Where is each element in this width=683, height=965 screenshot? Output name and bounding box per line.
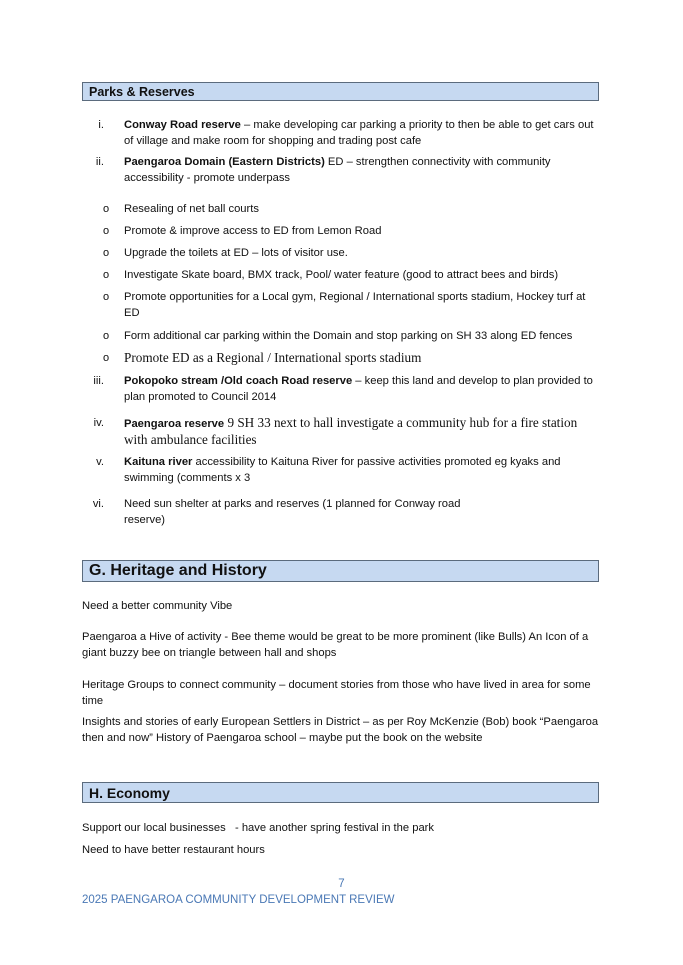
list-item-text	[124, 117, 600, 149]
heritage-history-header	[82, 560, 599, 582]
list-item-text	[124, 373, 600, 405]
economy-title: H. Economy	[89, 784, 170, 801]
bullet-marker: o	[102, 247, 110, 259]
list-item-bold: Pokopoko stream /Old coach Road reserve	[124, 375, 353, 387]
paragraph: Need to have better restaurant hours	[82, 844, 265, 856]
parks-reserves-title: Parks & Reserves	[89, 84, 195, 99]
list-marker: vi.	[92, 498, 104, 510]
bullet-text: Promote opportunities for a Local gym, Regional / International sports stadium, Hockey turf at ED	[124, 291, 586, 319]
paragraph: Support our local businesses - have another spring festival in the park	[82, 822, 434, 834]
list-item-bold: Paengaroa reserve	[124, 418, 225, 430]
bullet-text: Resealing of net ball courts	[124, 203, 259, 215]
list-item-body: accessibility to Kaituna River for passive activities promoted eg kyaks and swimming (comments x 3	[124, 456, 561, 484]
bullet-text: Investigate Skate board, BMX track, Pool/ water feature (good to attract bees and birds)	[124, 269, 559, 281]
list-item-text	[124, 454, 600, 486]
bullet-text: Promote & improve access to ED from Lemon Road	[124, 225, 382, 237]
list-item-text: Need sun shelter at parks and reserves (1 planned for Conway road reserve)	[124, 498, 461, 526]
bullet-marker: o	[102, 352, 110, 364]
list-marker: i.	[98, 119, 104, 131]
paragraph: Insights and stories of early European Settlers in District – as per Roy McKenzie (Bob) book “Paengaroa then and now” History of Paengaroa school – maybe put the book on the website	[82, 716, 599, 744]
list-item-body: – keep this land and develop to plan provided to plan promoted to Council 2014	[124, 375, 593, 403]
list-marker: v.	[96, 456, 104, 468]
list-marker: iv.	[93, 417, 104, 429]
paragraph: Need a better community Vibe	[82, 600, 233, 612]
bullet-text: Promote ED as a Regional / International sports stadium	[124, 350, 422, 365]
bullet-marker: o	[102, 330, 110, 342]
footer-title: 2025 PAENGAROA COMMUNITY DEVELOPMENT REVIEW	[82, 894, 395, 906]
list-item-bold: Kaituna river	[124, 456, 193, 468]
bullet-marker: o	[102, 269, 110, 281]
bullet-marker: o	[102, 291, 110, 303]
page-number: 7	[338, 878, 345, 890]
list-marker: iii.	[93, 375, 104, 387]
list-item-text	[124, 415, 600, 449]
list-item-body: ED – strengthen connectivity with community accessibility - promote underpass	[124, 156, 551, 184]
bullet-text: Form additional car parking within the Domain and stop parking on SH 33 along ED fences	[124, 330, 573, 342]
list-item-bold: Paengaroa Domain (Eastern Districts)	[124, 156, 325, 168]
list-item-body: – make developing car parking a priority to then be able to get cars out of village and make room for shopping and trading post cafe	[124, 119, 594, 147]
list-item-bold: Conway Road reserve	[124, 119, 241, 131]
paragraph: Heritage Groups to connect community – document stories from those who have lived in area for some time	[82, 679, 591, 707]
bullet-marker: o	[102, 225, 110, 237]
economy-header	[82, 782, 599, 803]
list-marker: ii.	[95, 156, 104, 168]
bullet-marker: o	[102, 203, 110, 215]
bullet-text: Upgrade the toilets at ED – lots of visitor use.	[124, 247, 348, 259]
list-item-body: 9 SH 33 next to hall investigate a community hub for a fire station with ambulance facilities	[124, 415, 578, 447]
paragraph: Paengaroa a Hive of activity - Bee theme would be great to be more prominent (like Bulls) An Icon of a giant buzzy bee on triangle between hall and shops	[82, 631, 589, 659]
heritage-history-title: G. Heritage and History	[89, 562, 267, 579]
list-item-text	[124, 154, 600, 186]
parks-reserves-header	[82, 82, 599, 101]
